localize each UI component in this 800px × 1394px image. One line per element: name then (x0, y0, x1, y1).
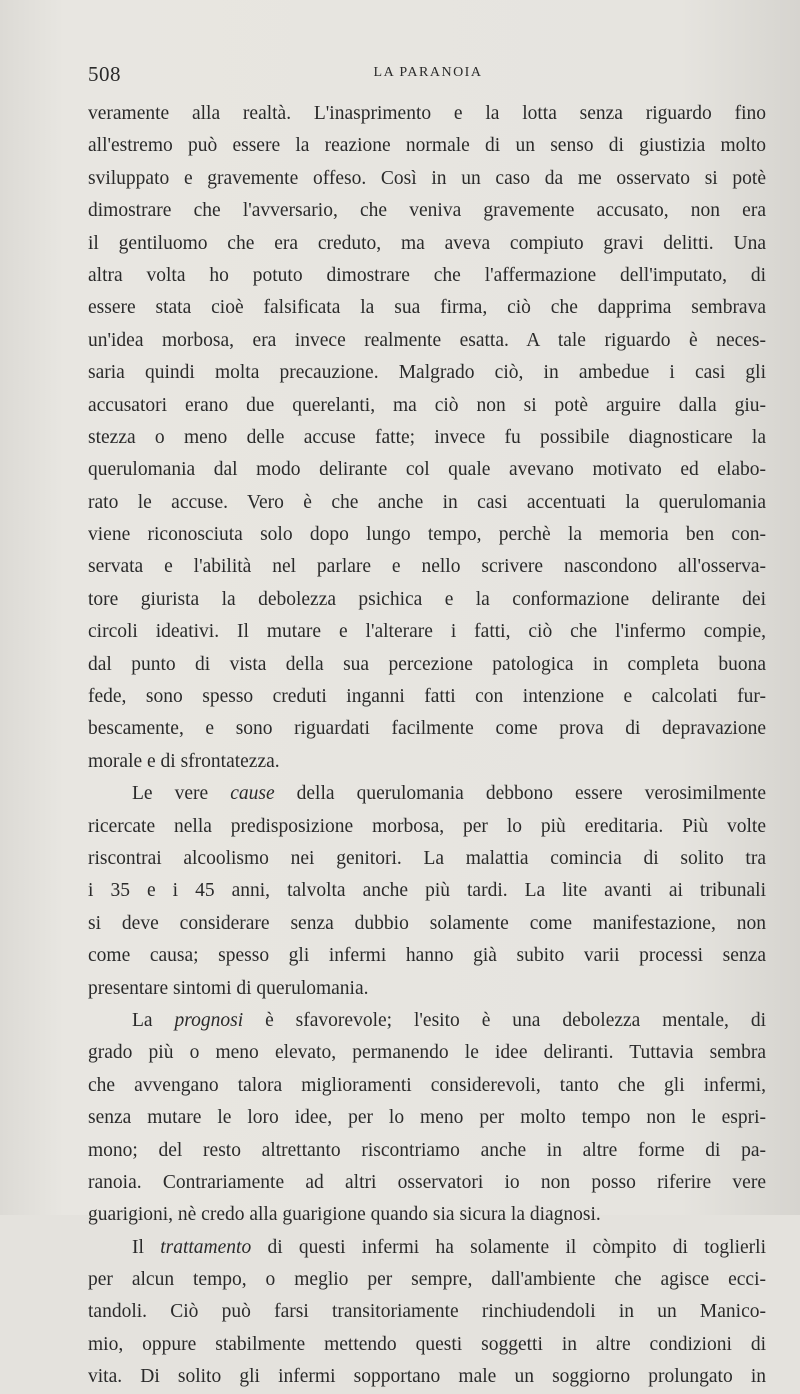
text-segment: Il (132, 1236, 161, 1258)
italic-term: trattamento (160, 1236, 252, 1258)
text-segment: della querulomania debbono essere verosimilmente (274, 783, 767, 805)
text-line: bescamente, e sono riguardati facilmente come prova di depravazione (88, 718, 766, 740)
text-line (88, 778, 766, 810)
text-line: che avvengano talora miglioramenti considerevoli, tanto che gli infermi, (88, 1074, 766, 1096)
text-line: senza mutare le loro idee, per lo meno per molto tempo non le espri- (88, 1107, 766, 1129)
text-line: saria quindi molta precauzione. Malgrado ciò, in ambedue i casi gli (88, 362, 766, 384)
text-line: mono; del resto altrettanto riscontriamo anche in altre forme di pa- (88, 1139, 766, 1161)
text-segment: di questi infermi ha solamente il còmpito di toglierli (251, 1236, 766, 1258)
text-line: morale e di sfrontatezza. (88, 750, 280, 772)
text-line: viene riconosciuta solo dopo lungo tempo, perchè la memoria ben con- (88, 524, 766, 546)
text-line: essere stata cioè falsificata la sua firma, ciò che dapprima sembrava (88, 297, 766, 319)
page-number: 508 (88, 62, 121, 86)
text-line: grado più o meno elevato, permanendo le idee deliranti. Tuttavia sembra (88, 1042, 766, 1064)
text-line: un'idea morbosa, era invece realmente esatta. A tale riguardo è neces- (88, 329, 766, 351)
text-line: altra volta ho potuto dimostrare che l'affermazione dell'imputato, di (88, 264, 766, 286)
body-text (88, 98, 766, 1394)
text-line: dimostrare che l'avversario, che veniva gravemente accusato, non era (88, 200, 766, 222)
text-line: ranoia. Contrariamente ad altri osservatori io non posso riferire vere (88, 1171, 766, 1193)
text-line: guarigioni, nè credo alla guarigione quando sia sicura la diagnosi. (88, 1204, 601, 1226)
text-line: per alcun tempo, o meglio per sempre, dall'ambiente che agisce ecci- (88, 1269, 766, 1291)
text-line: veramente alla realtà. L'inasprimento e la lotta senza riguardo fino (88, 103, 766, 124)
text-line: presentare sintomi di querulomania. (88, 977, 369, 999)
text-line: i 35 e i 45 anni, talvolta anche più tardi. La lite avanti ai tribunali (88, 880, 766, 902)
text-line: vita. Di solito gli infermi sopportano male un soggiorno prolungato in (88, 1366, 766, 1388)
text-line: stezza o meno delle accuse fatte; invece fu possibile diagnosticare la (88, 426, 766, 448)
text-line: tandoli. Ciò può farsi transitoriamente rinchiudendoli in un Manico- (88, 1301, 766, 1323)
text-line: rato le accuse. Vero è che anche in casi accentuati la querulomania (88, 491, 766, 513)
text-line: ricercate nella predisposizione morbosa, per lo più ereditaria. Più volte (88, 815, 766, 837)
text-line: mio, oppure stabilmente mettendo questi soggetti in altre condizioni di (88, 1333, 766, 1355)
text-line: sviluppato e gravemente offeso. Così in un caso da me osservato si potè (88, 167, 766, 189)
text-segment: Le vere (132, 783, 231, 805)
text-line (88, 1005, 766, 1037)
text-line: servata e l'abilità nel parlare e nello scrivere nascondono all'osserva- (88, 556, 766, 578)
text-line: all'estremo può essere la reazione normale di un senso di giustizia molto (88, 135, 766, 157)
text-line (88, 1232, 766, 1264)
text-line: tore giurista la debolezza psichica e la conformazione delirante dei (88, 588, 766, 610)
text-line: il gentiluomo che era creduto, ma aveva compiuto gravi delitti. Una (88, 232, 766, 254)
italic-term: prognosi (174, 1009, 244, 1031)
text-line: fede, sono spesso creduti inganni fatti con intenzione e calcolati fur- (88, 686, 766, 708)
text-line: circoli ideativi. Il mutare e l'alterare i fatti, ciò che l'infermo compie, (88, 621, 766, 643)
text-line: accusatori erano due querelanti, ma ciò non si potè arguire dalla giu- (88, 394, 766, 416)
running-title: LA PARANOIA (373, 65, 483, 80)
text-line: come causa; spesso gli infermi hanno già subito varii processi senza (88, 945, 766, 967)
text-line: querulomania dal modo delirante col quale avevano motivato ed elabo- (88, 459, 766, 481)
text-segment: è sfavorevole; l'esito è una debolezza mentale, di (243, 1009, 766, 1031)
page-header (88, 62, 768, 88)
italic-term: cause (230, 783, 275, 805)
text-line: riscontrai alcoolismo nei genitori. La malattia comincia di solito tra (88, 847, 766, 869)
text-segment: La (132, 1009, 175, 1031)
text-line: si deve considerare senza dubbio solamente come manifestazione, non (88, 912, 766, 934)
text-line: dal punto di vista della sua percezione patologica in completa buona (88, 653, 766, 675)
